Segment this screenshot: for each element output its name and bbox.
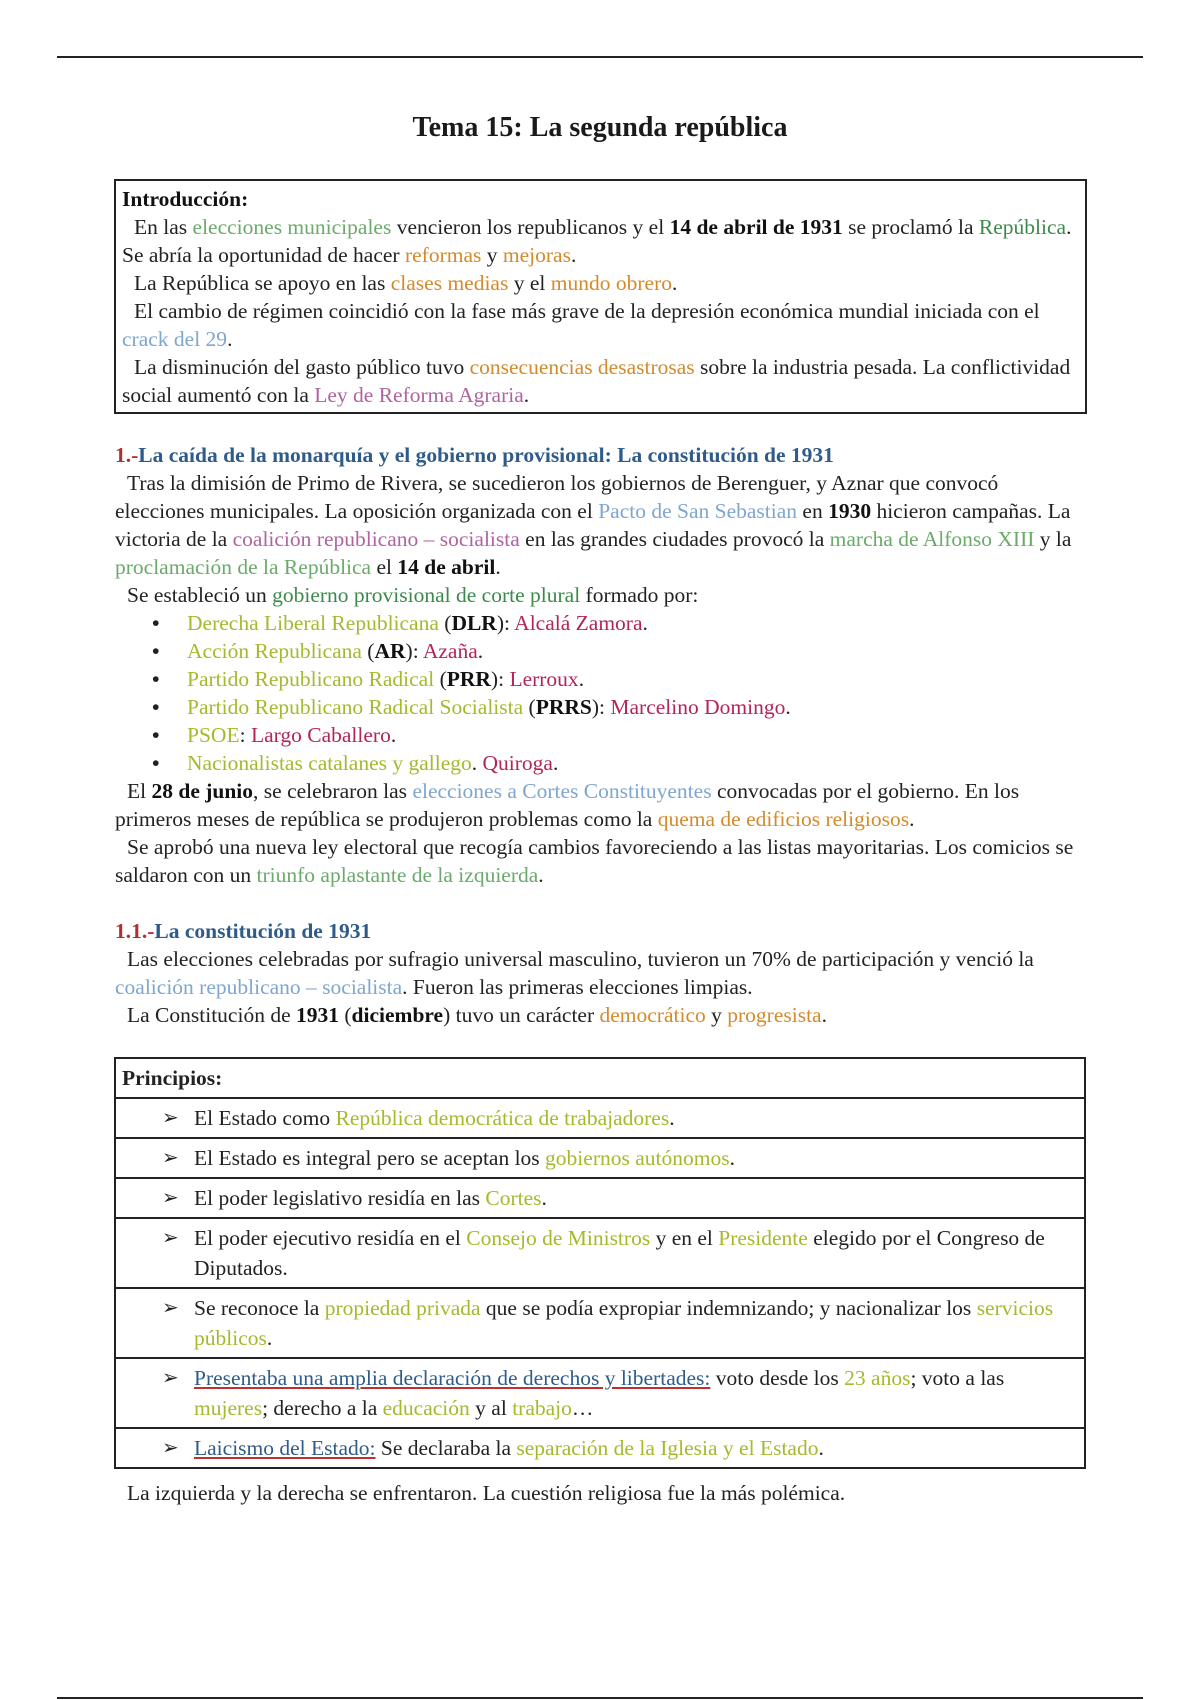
top-rule bbox=[57, 56, 1143, 58]
intro-paragraph-1: En las elecciones municipales vencieron los republicanos y el 14 de abril de 1931 se proclamó la República. Se abría la oportunidad de hacer reformas y mejoras. bbox=[122, 215, 1072, 267]
section-1-1-heading: 1.1.-La constitución de 1931 bbox=[115, 919, 372, 943]
arrow-bullet-icon: ➢ bbox=[162, 1187, 179, 1209]
list-item: • Partido Republicano Radical (PRR): Lerroux. bbox=[152, 667, 585, 691]
parties-list bbox=[115, 609, 1090, 777]
list-item: • Acción Republicana (AR): Azaña. bbox=[152, 639, 484, 663]
bullet-icon: • bbox=[152, 611, 160, 635]
section-1-paragraph-2: Se estableció un gobierno provisional de corte plural formado por: bbox=[127, 583, 699, 607]
table-row: ➢ El poder legislativo residía en las Cortes. bbox=[115, 1178, 1085, 1218]
list-item: • Derecha Liberal Republicana (DLR): Alcalá Zamora. bbox=[152, 611, 648, 635]
closing-text: La izquierda y la derecha se enfrentaron. La cuestión religiosa fue la más polémica. bbox=[127, 1481, 846, 1505]
table-row: ➢ El Estado como República democrática de trabajadores. bbox=[115, 1098, 1085, 1138]
principles-table bbox=[114, 1057, 1086, 1469]
table-row: ➢ El poder ejecutivo residía en el Consejo de Ministros y en el Presidente elegido por el Congreso de Diputados. bbox=[115, 1218, 1085, 1288]
arrow-bullet-icon: ➢ bbox=[162, 1107, 179, 1129]
principles-heading: Principios: bbox=[115, 1058, 1085, 1098]
bullet-icon: • bbox=[152, 751, 160, 775]
section-1-heading: 1.-La caída de la monarquía y el gobierno provisional: La constitución de 1931 bbox=[115, 443, 834, 467]
table-row: ➢ El Estado es integral pero se aceptan los gobiernos autónomos. bbox=[115, 1138, 1085, 1178]
bottom-rule bbox=[57, 1697, 1143, 1699]
list-item: • Nacionalistas catalanes y gallego. Quiroga. bbox=[152, 751, 559, 775]
bullet-icon: • bbox=[152, 667, 160, 691]
intro-paragraph-3: El cambio de régimen coincidió con la fase más grave de la depresión económica mundial iniciada con el crack del 29. bbox=[122, 299, 1040, 351]
table-row bbox=[115, 1058, 1085, 1098]
table-row: ➢ Se reconoce la propiedad privada que se podía expropiar indemnizando; y nacionalizar los servicios públicos. bbox=[115, 1288, 1085, 1358]
section-1-1-paragraph-1: Las elecciones celebradas por sufragio universal masculino, tuvieron un 70% de participación y venció la coalición republicano – socialista. Fueron las primeras elecciones limpias. bbox=[115, 947, 1034, 999]
section-1-paragraph-4: Se aprobó una nueva ley electoral que recogía cambios favoreciendo a las listas mayoritarias. Los comicios se saldaron con un triunfo aplastante de la izquierda. bbox=[115, 835, 1074, 887]
arrow-bullet-icon: ➢ bbox=[162, 1227, 179, 1249]
list-item: • Partido Republicano Radical Socialista (PRRS): Marcelino Domingo. bbox=[152, 695, 791, 719]
section-1-paragraph-1: Tras la dimisión de Primo de Rivera, se sucedieron los gobiernos de Berenguer, y Aznar que convocó elecciones municipales. La oposición organizada con el Pacto de San Sebastian en 1930 hicieron campañas. La victoria de la coalición republicano – socialista en las grandes ciudades provocó la marcha de Alfonso XIII y la proclamación de la República el 14 de abril. bbox=[115, 471, 1072, 579]
bullet-icon: • bbox=[152, 723, 160, 747]
bullet-icon: • bbox=[152, 639, 160, 663]
table-row: ➢ Laicismo del Estado: Se declaraba la separación de la Iglesia y el Estado. bbox=[115, 1428, 1085, 1468]
section-1 bbox=[115, 441, 1090, 889]
table-row: ➢ Presentaba una amplia declaración de derechos y libertades: voto desde los 23 años; voto a las mujeres; derecho a la educación y al trabajo… bbox=[115, 1358, 1085, 1428]
bullet-icon: • bbox=[152, 695, 160, 719]
closing-paragraph bbox=[115, 1479, 1090, 1507]
intro-paragraph-4: La disminución del gasto público tuvo consecuencias desastrosas sobre la industria pesada. La conflictividad social aumentó con la Ley de Reforma Agraria. bbox=[122, 355, 1071, 407]
intro-box bbox=[114, 179, 1087, 414]
intro-paragraph-2: La República se apoyo en las clases medias y el mundo obrero. bbox=[134, 271, 678, 295]
intro-heading: Introducción: bbox=[122, 187, 249, 211]
section-1-paragraph-3: El 28 de junio, se celebraron las elecciones a Cortes Constituyentes convocadas por el gobierno. En los primeros meses de república se produjeron problemas como la quema de edificios religiosos. bbox=[115, 779, 1020, 831]
arrow-bullet-icon: ➢ bbox=[162, 1147, 179, 1169]
list-item: • PSOE: Largo Caballero. bbox=[152, 723, 397, 747]
page-title: Tema 15: La segunda república bbox=[412, 112, 788, 143]
section-1-1-paragraph-2: La Constitución de 1931 (diciembre) tuvo un carácter democrático y progresista. bbox=[127, 1003, 827, 1027]
section-1-1 bbox=[115, 917, 1090, 1029]
arrow-bullet-icon: ➢ bbox=[162, 1367, 179, 1389]
arrow-bullet-icon: ➢ bbox=[162, 1297, 179, 1319]
arrow-bullet-icon: ➢ bbox=[162, 1437, 179, 1459]
